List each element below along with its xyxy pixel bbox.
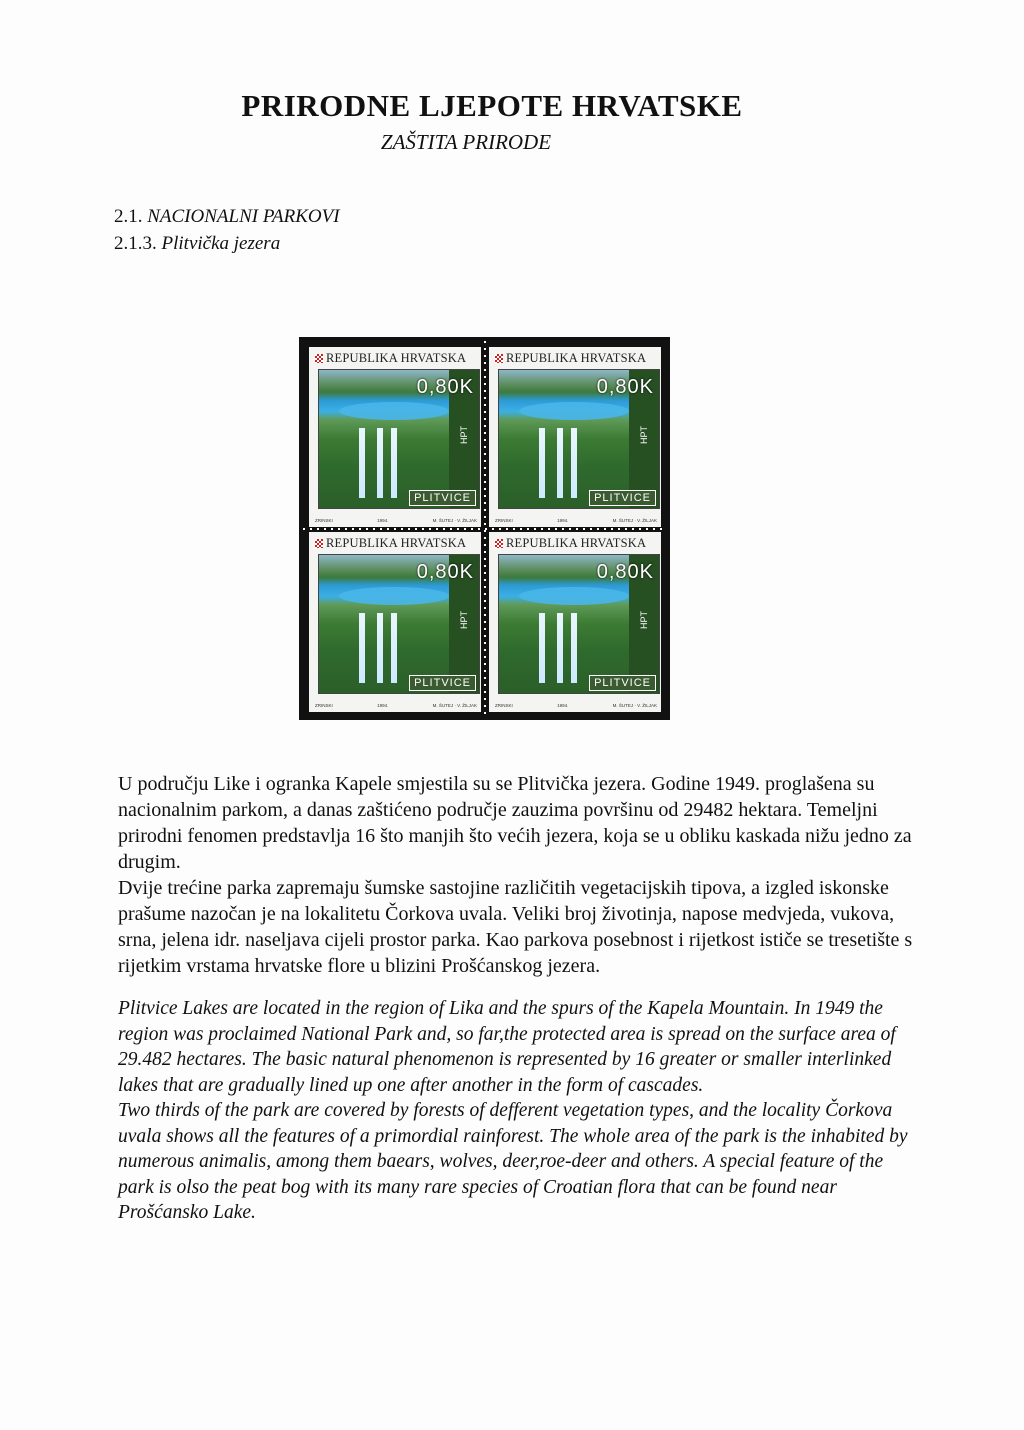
stamp-country: REPUBLIKA HRVATSKA (506, 536, 647, 550)
stamp-post: HPT (639, 426, 649, 444)
page-subtitle: ZAŠTITA PRIRODE (380, 130, 552, 154)
stamp-value: 0,80K (596, 561, 654, 583)
stamp-country: REPUBLIKA HRVATSKA (506, 351, 647, 365)
croatian-checkerboard-icon (495, 539, 503, 548)
croatian-checkerboard-icon (315, 354, 323, 363)
stamp-footer (495, 518, 657, 523)
section-number: 2.1. (114, 206, 143, 227)
stamp-designer: ZRINSKI (315, 703, 333, 708)
stamp-value: 0,80K (416, 561, 474, 583)
stamp-artists: M. ŠUTEJ · V. ŽILJAK (612, 518, 657, 523)
stamp-year: 1994. (557, 518, 569, 523)
paragraph: Plitvice Lakes are located in the region of Lika and the spurs of the Kapela Mountain. In 1949 the region was proclaimed National Park and, so far,the protected area is spread on the surface area of 29.482 hectares. The basic natural phenomenon is represented by 16 greater or smaller interlinked lakes that are gradually lined up one after another in the form of cascades. (118, 998, 896, 1096)
stamp-year: 1994. (377, 518, 389, 523)
stamp-footer (315, 518, 477, 523)
paragraph: Dvije trećine parka zapremaju šumske sastojine različitih vegetacijskih tipova, a izgled iskonske prašume nazočan je na lokalitetu Čorkova uvala. Veliki broj životinja, napose medvjeda, vukova, srna, jelena idr. naseljava cijeli prostor parka. Kao parkova posebnost i rijetkost ističe se tresetište s rijetkim vrstama hrvatske flore u blizini Prošćanskog jezera. (118, 877, 913, 977)
stamp-post: HPT (459, 611, 469, 629)
stamp-designer: ZRINSKI (315, 518, 333, 523)
stamp-waterfall-picture (318, 554, 480, 694)
stamp-post: HPT (459, 426, 469, 444)
stamp-place: PLITVICE (589, 490, 656, 506)
stamp-footer (495, 703, 657, 708)
stamp-value: 0,80K (596, 376, 654, 398)
croatian-description (118, 771, 918, 979)
english-description (118, 996, 918, 1226)
stamp-year: 1994. (557, 703, 569, 708)
stamp-place: PLITVICE (409, 490, 476, 506)
stamp-place: PLITVICE (589, 675, 656, 691)
stamp (489, 347, 661, 527)
stamp-header (315, 351, 466, 366)
croatian-checkerboard-icon (495, 354, 503, 363)
stamp (309, 347, 481, 527)
section-heading-2 (114, 233, 280, 255)
stamp-footer (315, 703, 477, 708)
section-number: 2.1.3. (114, 233, 157, 254)
section-label: Plitvička jezera (161, 233, 281, 254)
stamp (309, 532, 481, 712)
section-heading-1 (114, 206, 340, 228)
stamp-designer: ZRINSKI (495, 518, 513, 523)
stamp-waterfall-picture (498, 554, 660, 694)
stamp-header (495, 536, 646, 551)
page-title: PRIRODNE LJEPOTE HRVATSKE (241, 88, 743, 123)
paragraph: Two thirds of the park are covered by forests of defferent vegetation types, and the locality Čorkova uvala shows all the features of a primordial rainforest. The whole area of the park is the inhabited by numerous animalis, among them baears, wolves, deer,roe-deer and others. A special feature of the park is olso the peat bog with its many rare species of Croatian flora that can be found near Prošćansko Lake. (118, 1100, 908, 1223)
stamp (489, 532, 661, 712)
stamp-artists: M. ŠUTEJ · V. ŽILJAK (432, 518, 477, 523)
stamp-post: HPT (639, 611, 649, 629)
stamp-year: 1994. (377, 703, 389, 708)
section-label: NACIONALNI PARKOVI (147, 206, 340, 227)
stamp-block (299, 337, 670, 720)
perforation (484, 341, 486, 716)
stamp-place: PLITVICE (409, 675, 476, 691)
stamp-header (315, 536, 466, 551)
stamp-value: 0,80K (416, 376, 474, 398)
stamp-artists: M. ŠUTEJ · V. ŽILJAK (612, 703, 657, 708)
stamp-waterfall-picture (498, 369, 660, 509)
stamp-country: REPUBLIKA HRVATSKA (326, 536, 467, 550)
stamp-waterfall-picture (318, 369, 480, 509)
stamp-artists: M. ŠUTEJ · V. ŽILJAK (432, 703, 477, 708)
stamp-designer: ZRINSKI (495, 703, 513, 708)
stamp-header (495, 351, 646, 366)
paragraph: U području Like i ogranka Kapele smjestila su se Plitvička jezera. Godine 1949. proglašena su nacionalnim parkom, a danas zaštićeno područje zauzima površinu od 29482 hektara. Temeljni prirodni fenomen predstavlja 16 što manjih što većih jezera, koja se u obliku kaskada nižu jedno za drugim. (118, 773, 912, 873)
stamp-country: REPUBLIKA HRVATSKA (326, 351, 467, 365)
croatian-checkerboard-icon (315, 539, 323, 548)
